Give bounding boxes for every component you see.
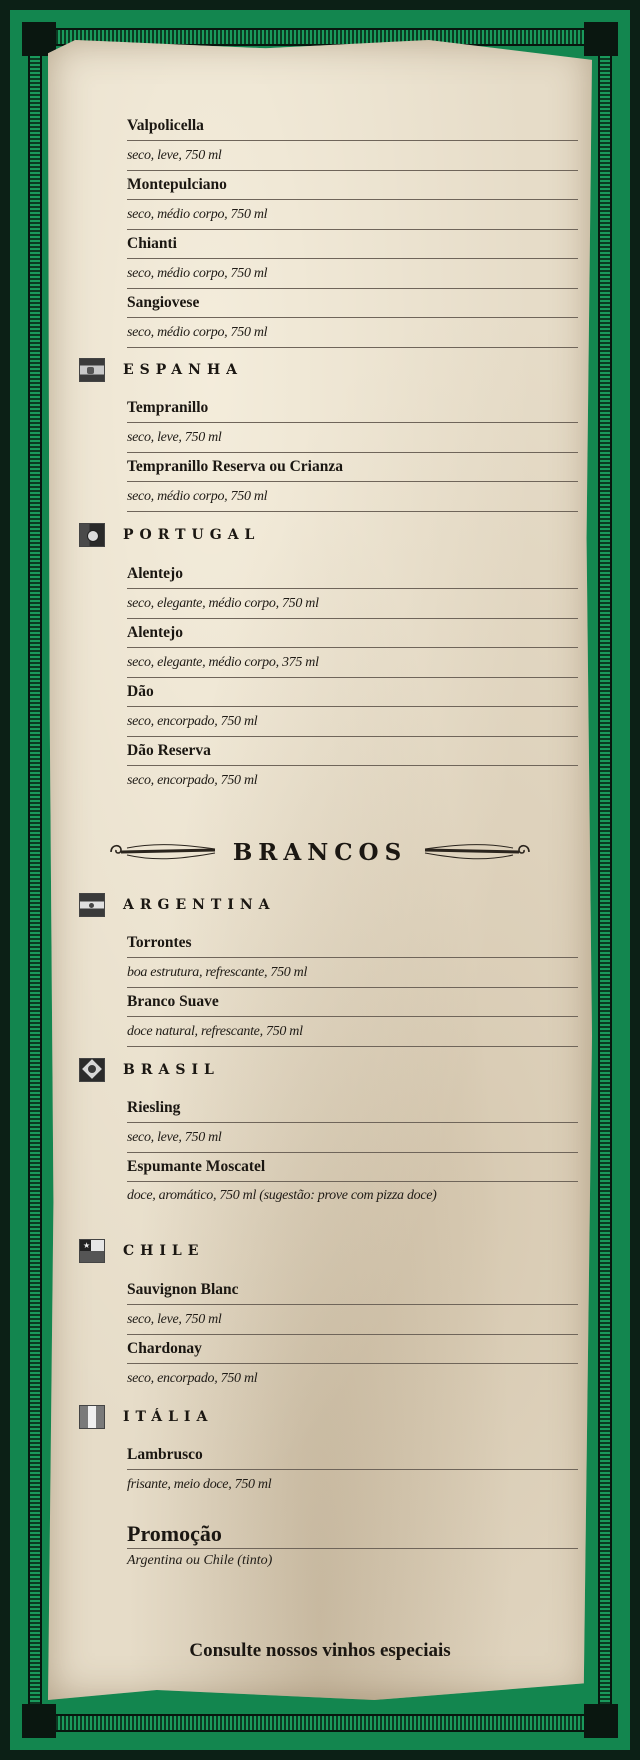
wine-description: seco, elegante, médio corpo, 375 ml [127,648,578,678]
wine-item [127,1276,578,1335]
wine-description: seco, médio corpo, 750 ml [127,482,578,512]
portugal-flag-icon [79,523,105,547]
wine-description: doce, aromático, 750 ml (sugestão: prove com pizza doce) [127,1188,437,1203]
brazil-flag-icon [79,1058,105,1082]
wine-name: Valpolicella [127,112,578,141]
wine-description: seco, médio corpo, 750 ml [127,318,578,348]
country-heading-portugal [79,522,260,548]
wine-description: boa estrutura, refrescante, 750 ml [127,958,578,988]
wine-item [127,394,578,453]
wine-item [127,1094,578,1153]
wine-name: Alentejo [127,619,578,648]
wine-item [127,560,578,619]
wine-name: Chianti [127,230,578,259]
wine-description: seco, encorpado, 750 ml [127,773,258,788]
wine-description: seco, leve, 750 ml [127,141,578,171]
wine-description: seco, médio corpo, 750 ml [127,200,578,230]
wine-name: Montepulciano [127,171,578,200]
promotion-block [127,1520,578,1573]
country-label: ESPANHA [123,362,244,378]
country-heading-chile [79,1238,204,1264]
frame-corner [584,22,618,56]
wine-description: seco, encorpado, 750 ml [127,707,578,737]
wine-name: Dão Reserva [127,737,578,766]
country-heading-italia [79,1404,213,1430]
country-heading-brasil [79,1057,220,1083]
frame-corner [22,1704,56,1738]
wine-item [127,1335,578,1393]
wine-item [127,1441,578,1499]
frame-border-left [28,50,42,1710]
wine-name: Dão [127,678,578,707]
wine-description: seco, leve, 750 ml [127,1123,578,1153]
wine-name: Riesling [127,1094,578,1123]
wine-name: Espumante Moscatel [127,1153,578,1182]
chile-flag-icon: ★ [79,1239,105,1263]
wine-name: Tempranillo Reserva ou Crianza [127,453,578,482]
country-label: CHILE [123,1243,205,1259]
wine-item [127,678,578,737]
flourish-left-icon [107,840,219,864]
country-label: PORTUGAL [123,527,261,543]
wine-item [127,230,578,289]
wine-item [127,453,578,512]
country-heading-espanha [79,357,243,383]
footer-note: Consulte nossos vinhos especiais [189,1640,451,1661]
flourish-right-icon [421,840,533,864]
wine-item [127,737,578,795]
wine-name: Branco Suave [127,988,578,1017]
wine-item [127,929,578,988]
country-label: BRASIL [123,1062,220,1078]
wine-item [127,988,578,1047]
wine-description: seco, leve, 750 ml [127,1305,578,1335]
wine-name: Sauvignon Blanc [127,1276,578,1305]
country-label: ITÁLIA [123,1409,214,1425]
wine-item [127,289,578,348]
wine-name: Torrontes [127,929,578,958]
wine-name: Sangiovese [127,289,578,318]
section-header-brancos [100,832,540,872]
wine-name: Tempranillo [127,394,578,423]
frame-corner [22,22,56,56]
frame-corner [584,1704,618,1738]
country-heading-argentina [79,892,276,918]
wine-description: seco, médio corpo, 750 ml [127,259,578,289]
wine-description: frisante, meio doce, 750 ml [127,1477,272,1492]
wine-name: Alentejo [127,560,578,589]
italy-flag-icon [79,1405,105,1429]
promotion-title: Promoção [127,1520,578,1549]
wine-name: Chardonay [127,1335,578,1364]
wine-item [127,619,578,678]
wine-item [127,112,578,171]
spain-flag-icon [79,358,105,382]
frame-border-bottom [52,1714,588,1732]
frame-border-right [598,50,612,1710]
wine-item [127,171,578,230]
wine-name: Lambrusco [127,1441,578,1470]
section-title: BRANCOS [232,838,408,866]
wine-description: doce natural, refrescante, 750 ml [127,1017,578,1047]
wine-description: seco, encorpado, 750 ml [127,1371,258,1386]
wine-description: seco, elegante, médio corpo, 750 ml [127,589,578,619]
country-label: ARGENTINA [123,897,276,913]
wine-item [127,1153,578,1207]
wine-description: seco, leve, 750 ml [127,423,578,453]
promotion-subtitle: Argentina ou Chile (tinto) [127,1553,273,1568]
argentina-flag-icon [79,893,105,917]
